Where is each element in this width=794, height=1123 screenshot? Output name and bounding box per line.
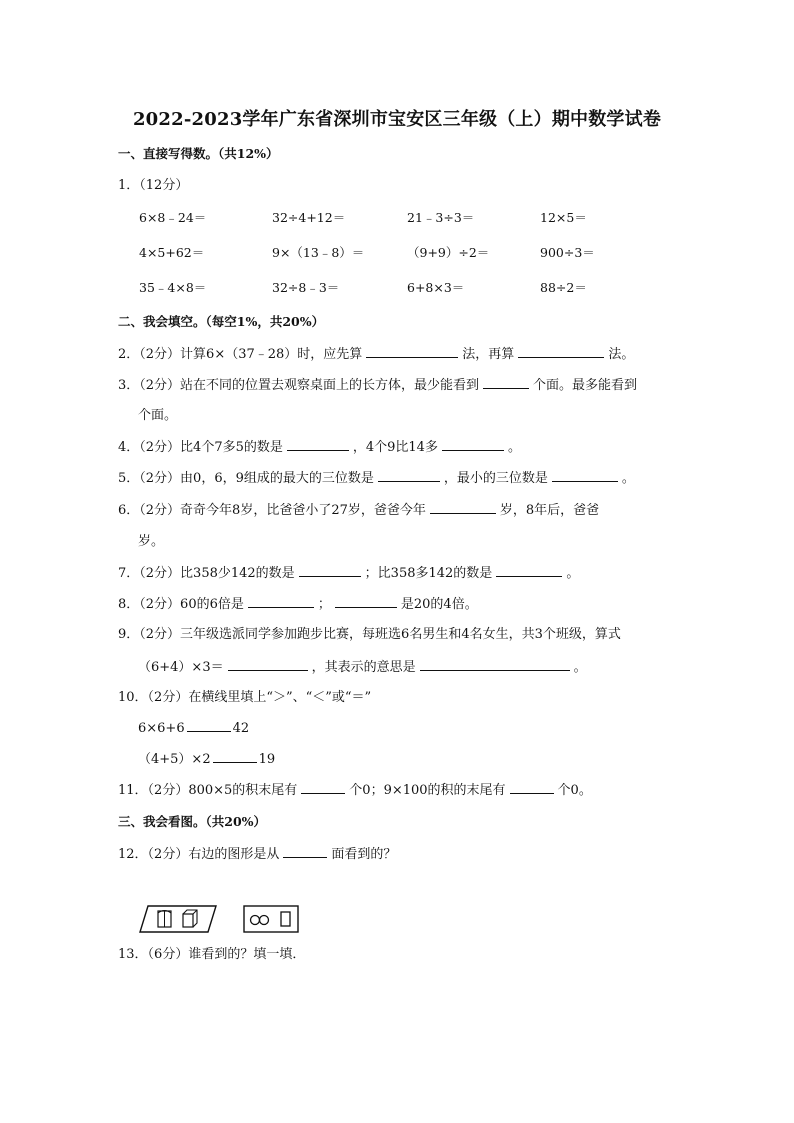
question-6-text: 岁。	[138, 534, 165, 549]
question-5-text: 5．（2分）由0，6，9组成的最大的三位数是	[118, 471, 374, 486]
answer-blank[interactable]	[228, 658, 308, 671]
answer-blank[interactable]	[420, 658, 570, 671]
question-6-cont	[138, 532, 164, 551]
answer-blank[interactable]	[483, 376, 529, 389]
compare-left: （4+5）×2	[138, 752, 211, 767]
question-4-text: ，4个9比14多	[352, 440, 438, 455]
question-8-text: 是20的4倍。	[400, 597, 478, 612]
compare-right: 42	[232, 721, 250, 736]
section-heading-1: 一、直接写得数。（共12%）	[118, 146, 279, 161]
compare-left: 6×6+6	[138, 721, 185, 736]
compare-right: 19	[258, 752, 276, 767]
question-9-text: ，其表示的意思是	[311, 660, 416, 675]
question-7	[118, 564, 579, 583]
question-9	[118, 626, 621, 644]
answer-blank[interactable]	[510, 781, 554, 794]
answer-blank[interactable]	[335, 595, 397, 608]
answer-blank[interactable]	[301, 781, 345, 794]
question-9-text: （6+4）×3＝	[138, 660, 224, 675]
answer-blank[interactable]	[187, 719, 231, 732]
question-4	[118, 438, 521, 457]
calc-item: （9+9）÷2＝	[407, 245, 490, 260]
answer-blank[interactable]	[366, 345, 458, 358]
question-10-row	[138, 750, 275, 769]
question-6-text: 6．（2分）奇奇今年8岁，比爸爸小了27岁，爸爸今年	[118, 503, 426, 518]
question-5-text: ，最小的三位数是	[443, 471, 548, 486]
question-9-cont	[138, 658, 587, 677]
calc-item: 21﹣3÷3＝	[407, 210, 475, 225]
question-9-text: 。	[573, 660, 587, 675]
question-2	[118, 345, 634, 364]
section-heading-3: 三、我会看图。（共20%）	[118, 814, 267, 829]
answer-blank[interactable]	[299, 564, 361, 577]
question-3-text: 个面。	[138, 408, 178, 423]
question-12-text: 12．（2分）右边的图形是从	[118, 847, 280, 862]
question-11	[118, 781, 592, 800]
calc-item: 32÷4+12＝	[272, 210, 346, 225]
question-7-text: ；比358多142的数是	[364, 566, 493, 581]
question-6-text: 岁，8年后，爸爸	[499, 503, 600, 518]
answer-blank[interactable]	[518, 345, 604, 358]
calc-item: 900÷3＝	[540, 245, 595, 260]
question-7-text: 7．（2分）比358少142的数是	[118, 566, 295, 581]
answer-blank[interactable]	[442, 438, 504, 451]
answer-blank[interactable]	[552, 469, 618, 482]
question-3-cont	[138, 406, 177, 425]
answer-blank[interactable]	[496, 564, 562, 577]
calc-item: 35﹣4×8＝	[139, 280, 207, 295]
calc-item: 12×5＝	[540, 210, 587, 225]
question-9-text: 9．（2分）三年级选派同学参加跑步比赛，每班选6名男生和4名女生，共3个班级，算式	[118, 627, 621, 642]
question-1-head: 1．（12分）	[118, 178, 189, 193]
question-3-text: 3．（2分）站在不同的位置去观察桌面上的长方体，最少能看到	[118, 378, 480, 393]
question-4-text: 4．（2分）比4个7多5的数是	[118, 440, 283, 455]
question-5	[118, 469, 635, 488]
question-3-text: 个面。最多能看到	[533, 378, 638, 393]
question-8	[118, 595, 478, 614]
question-2-text: 法。	[608, 347, 635, 362]
calc-item: 4×5+62＝	[139, 245, 205, 260]
answer-blank[interactable]	[213, 750, 257, 763]
question-6	[118, 501, 599, 520]
question-2-text: 2．（2分）计算6×（37﹣28）时，应先算	[118, 347, 363, 362]
question-8-text: 8．（2分）60的6倍是	[118, 597, 244, 612]
exam-title: 2022-2023学年广东省深圳市宝安区三年级（上）期中数学试卷	[132, 109, 662, 130]
question-12	[118, 845, 396, 864]
question-11-text: 个0。	[557, 783, 592, 798]
rectangle-view-figure	[243, 905, 299, 933]
question-10-row	[138, 719, 249, 738]
parallelogram-view-figure	[138, 904, 218, 934]
section-heading-2: 二、我会填空。（每空1%，共20%）	[118, 314, 325, 329]
calc-item: 9×（13﹣8）＝	[272, 245, 365, 260]
answer-blank[interactable]	[287, 438, 349, 451]
answer-blank[interactable]	[248, 595, 314, 608]
calc-item: 32÷8﹣3＝	[272, 280, 340, 295]
question-5-text: 。	[621, 471, 635, 486]
answer-blank[interactable]	[430, 501, 496, 514]
answer-blank[interactable]	[378, 469, 440, 482]
question-12-text: 面看到的？	[331, 847, 397, 862]
question-11-text: 个0；9×100的积的末尾有	[349, 783, 506, 798]
calc-item: 6×8﹣24＝	[139, 210, 207, 225]
answer-blank[interactable]	[283, 845, 327, 858]
question-11-text: 11．（2分）800×5的积末尾有	[118, 783, 298, 798]
question-4-text: 。	[507, 440, 521, 455]
question-10-head: 10．（2分）在横线里填上“＞”、“＜”或“＝”	[118, 690, 372, 705]
question-7-text: 。	[566, 566, 580, 581]
question-3	[118, 376, 637, 395]
calc-item: 6+8×3＝	[407, 280, 465, 295]
calc-item: 88÷2＝	[540, 280, 587, 295]
question-13: 13．（6分）谁看到的？填一填．	[118, 947, 306, 962]
question-8-text: ；	[317, 597, 331, 612]
question-2-text: 法，再算	[462, 347, 515, 362]
